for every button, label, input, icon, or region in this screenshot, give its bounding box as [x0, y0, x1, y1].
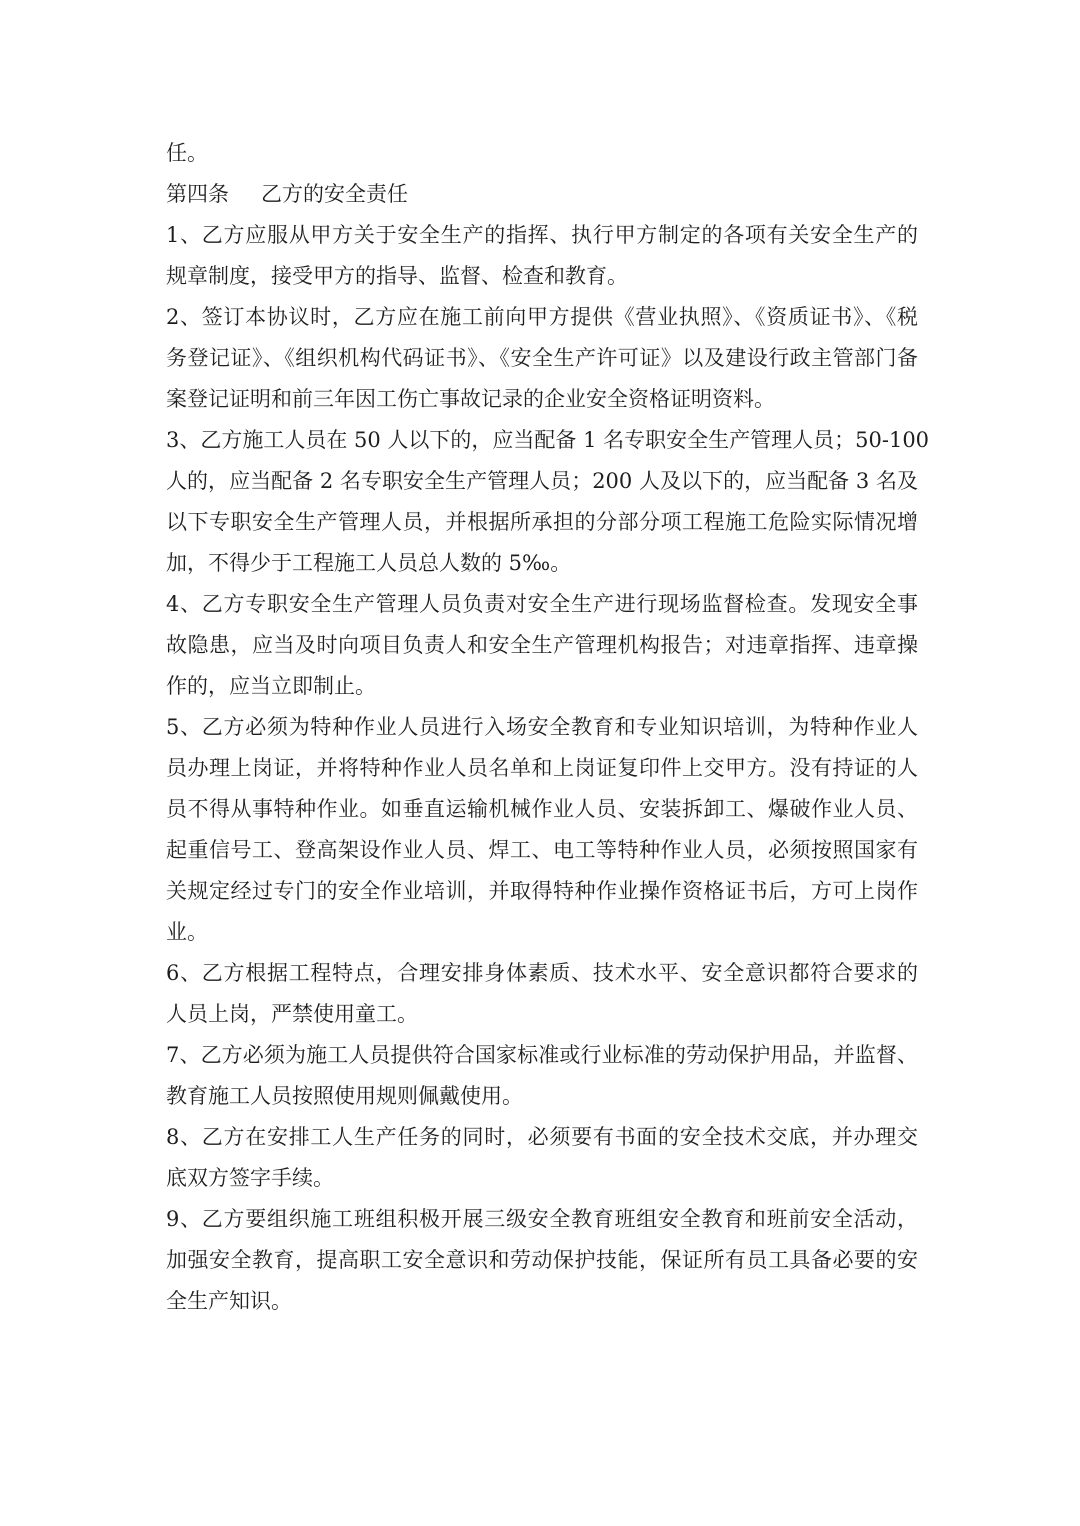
- clause-line: 加强安全教育，提高职工安全意识和劳动保护技能，保证所有员工具备必要的安: [166, 1248, 918, 1272]
- clause-line: 作的，应当立即制止。: [166, 674, 376, 698]
- clause-line: 案登记证明和前三年因工伤亡事故记录的企业安全资格证明资料。: [166, 387, 775, 411]
- clause-8: [166, 1117, 918, 1199]
- clause-line: 务登记证》、《组织机构代码证书》、《安全生产许可证》以及建设行政主管部门备: [166, 346, 918, 370]
- clause-9: [166, 1199, 918, 1322]
- continued-text: 任。: [166, 141, 208, 165]
- clause-3: [166, 420, 930, 584]
- article-title: 乙方的安全责任: [261, 182, 408, 206]
- clause-line: 人员上岗，严禁使用童工。: [166, 1002, 418, 1026]
- clause-line: 教育施工人员按照使用规则佩戴使用。: [166, 1084, 523, 1108]
- clause-7: [166, 1035, 918, 1117]
- clause-line: 1、乙方应服从甲方关于安全生产的指挥、执行甲方制定的各项有关安全生产的: [166, 223, 918, 247]
- clause-line: 业。: [166, 920, 208, 944]
- clause-line: 人的，应当配备 2 名专职安全生产管理人员；200 人及以下的，应当配备 3 名及: [166, 469, 918, 493]
- clause-line: 7、乙方必须为施工人员提供符合国家标准或行业标准的劳动保护用品，并监督、: [166, 1043, 918, 1067]
- clause-line: 全生产知识。: [166, 1289, 292, 1313]
- article-number: 第四条: [166, 182, 229, 206]
- clause-line: 5、乙方必须为特种作业人员进行入场安全教育和专业知识培训，为特种作业人: [166, 715, 918, 739]
- clause-line: 3、乙方施工人员在 50 人以下的，应当配备 1 名专职安全生产管理人员；50-100: [166, 428, 930, 452]
- clause-line: 故隐患，应当及时向项目负责人和安全生产管理机构报告；对违章指挥、违章操: [166, 633, 918, 657]
- clause-line: 4、乙方专职安全生产管理人员负责对安全生产进行现场监督检查。发现安全事: [166, 592, 918, 616]
- clause-line: 6、乙方根据工程特点，合理安排身体素质、技术水平、安全意识都符合要求的: [166, 961, 918, 985]
- clause-line: 9、乙方要组织施工班组积极开展三级安全教育班组安全教育和班前安全活动，: [166, 1207, 918, 1231]
- clause-line: 以下专职安全生产管理人员，并根据所承担的分部分项工程施工危险实际情况增: [166, 510, 918, 534]
- clause-line: 2、签订本协议时，乙方应在施工前向甲方提供《营业执照》、《资质证书》、《税: [166, 305, 918, 329]
- clause-line: 起重信号工、登高架设作业人员、焊工、电工等特种作业人员，必须按照国家有: [166, 838, 918, 862]
- clause-1: [166, 215, 918, 297]
- clause-line: 加，不得少于工程施工人员总人数的 5‰。: [166, 551, 572, 575]
- clause-line: 员不得从事特种作业。如垂直运输机械作业人员、安装拆卸工、爆破作业人员、: [166, 797, 918, 821]
- clause-2: [166, 297, 918, 420]
- clause-line: 规章制度，接受甲方的指导、监督、检查和教育。: [166, 264, 628, 288]
- clause-line: 员办理上岗证，并将特种作业人员名单和上岗证复印件上交甲方。没有持证的人: [166, 756, 918, 780]
- clause-line: 关规定经过专门的安全作业培训，并取得特种作业操作资格证书后，方可上岗作: [166, 879, 918, 903]
- clause-4: [166, 584, 918, 707]
- article-heading: [166, 174, 918, 215]
- document-body: [166, 133, 930, 1322]
- clause-line: 8、乙方在安排工人生产任务的同时，必须要有书面的安全技术交底，并办理交: [166, 1125, 918, 1149]
- clause-5: [166, 707, 918, 953]
- clause-line: 底双方签字手续。: [166, 1166, 334, 1190]
- clause-6: [166, 953, 918, 1035]
